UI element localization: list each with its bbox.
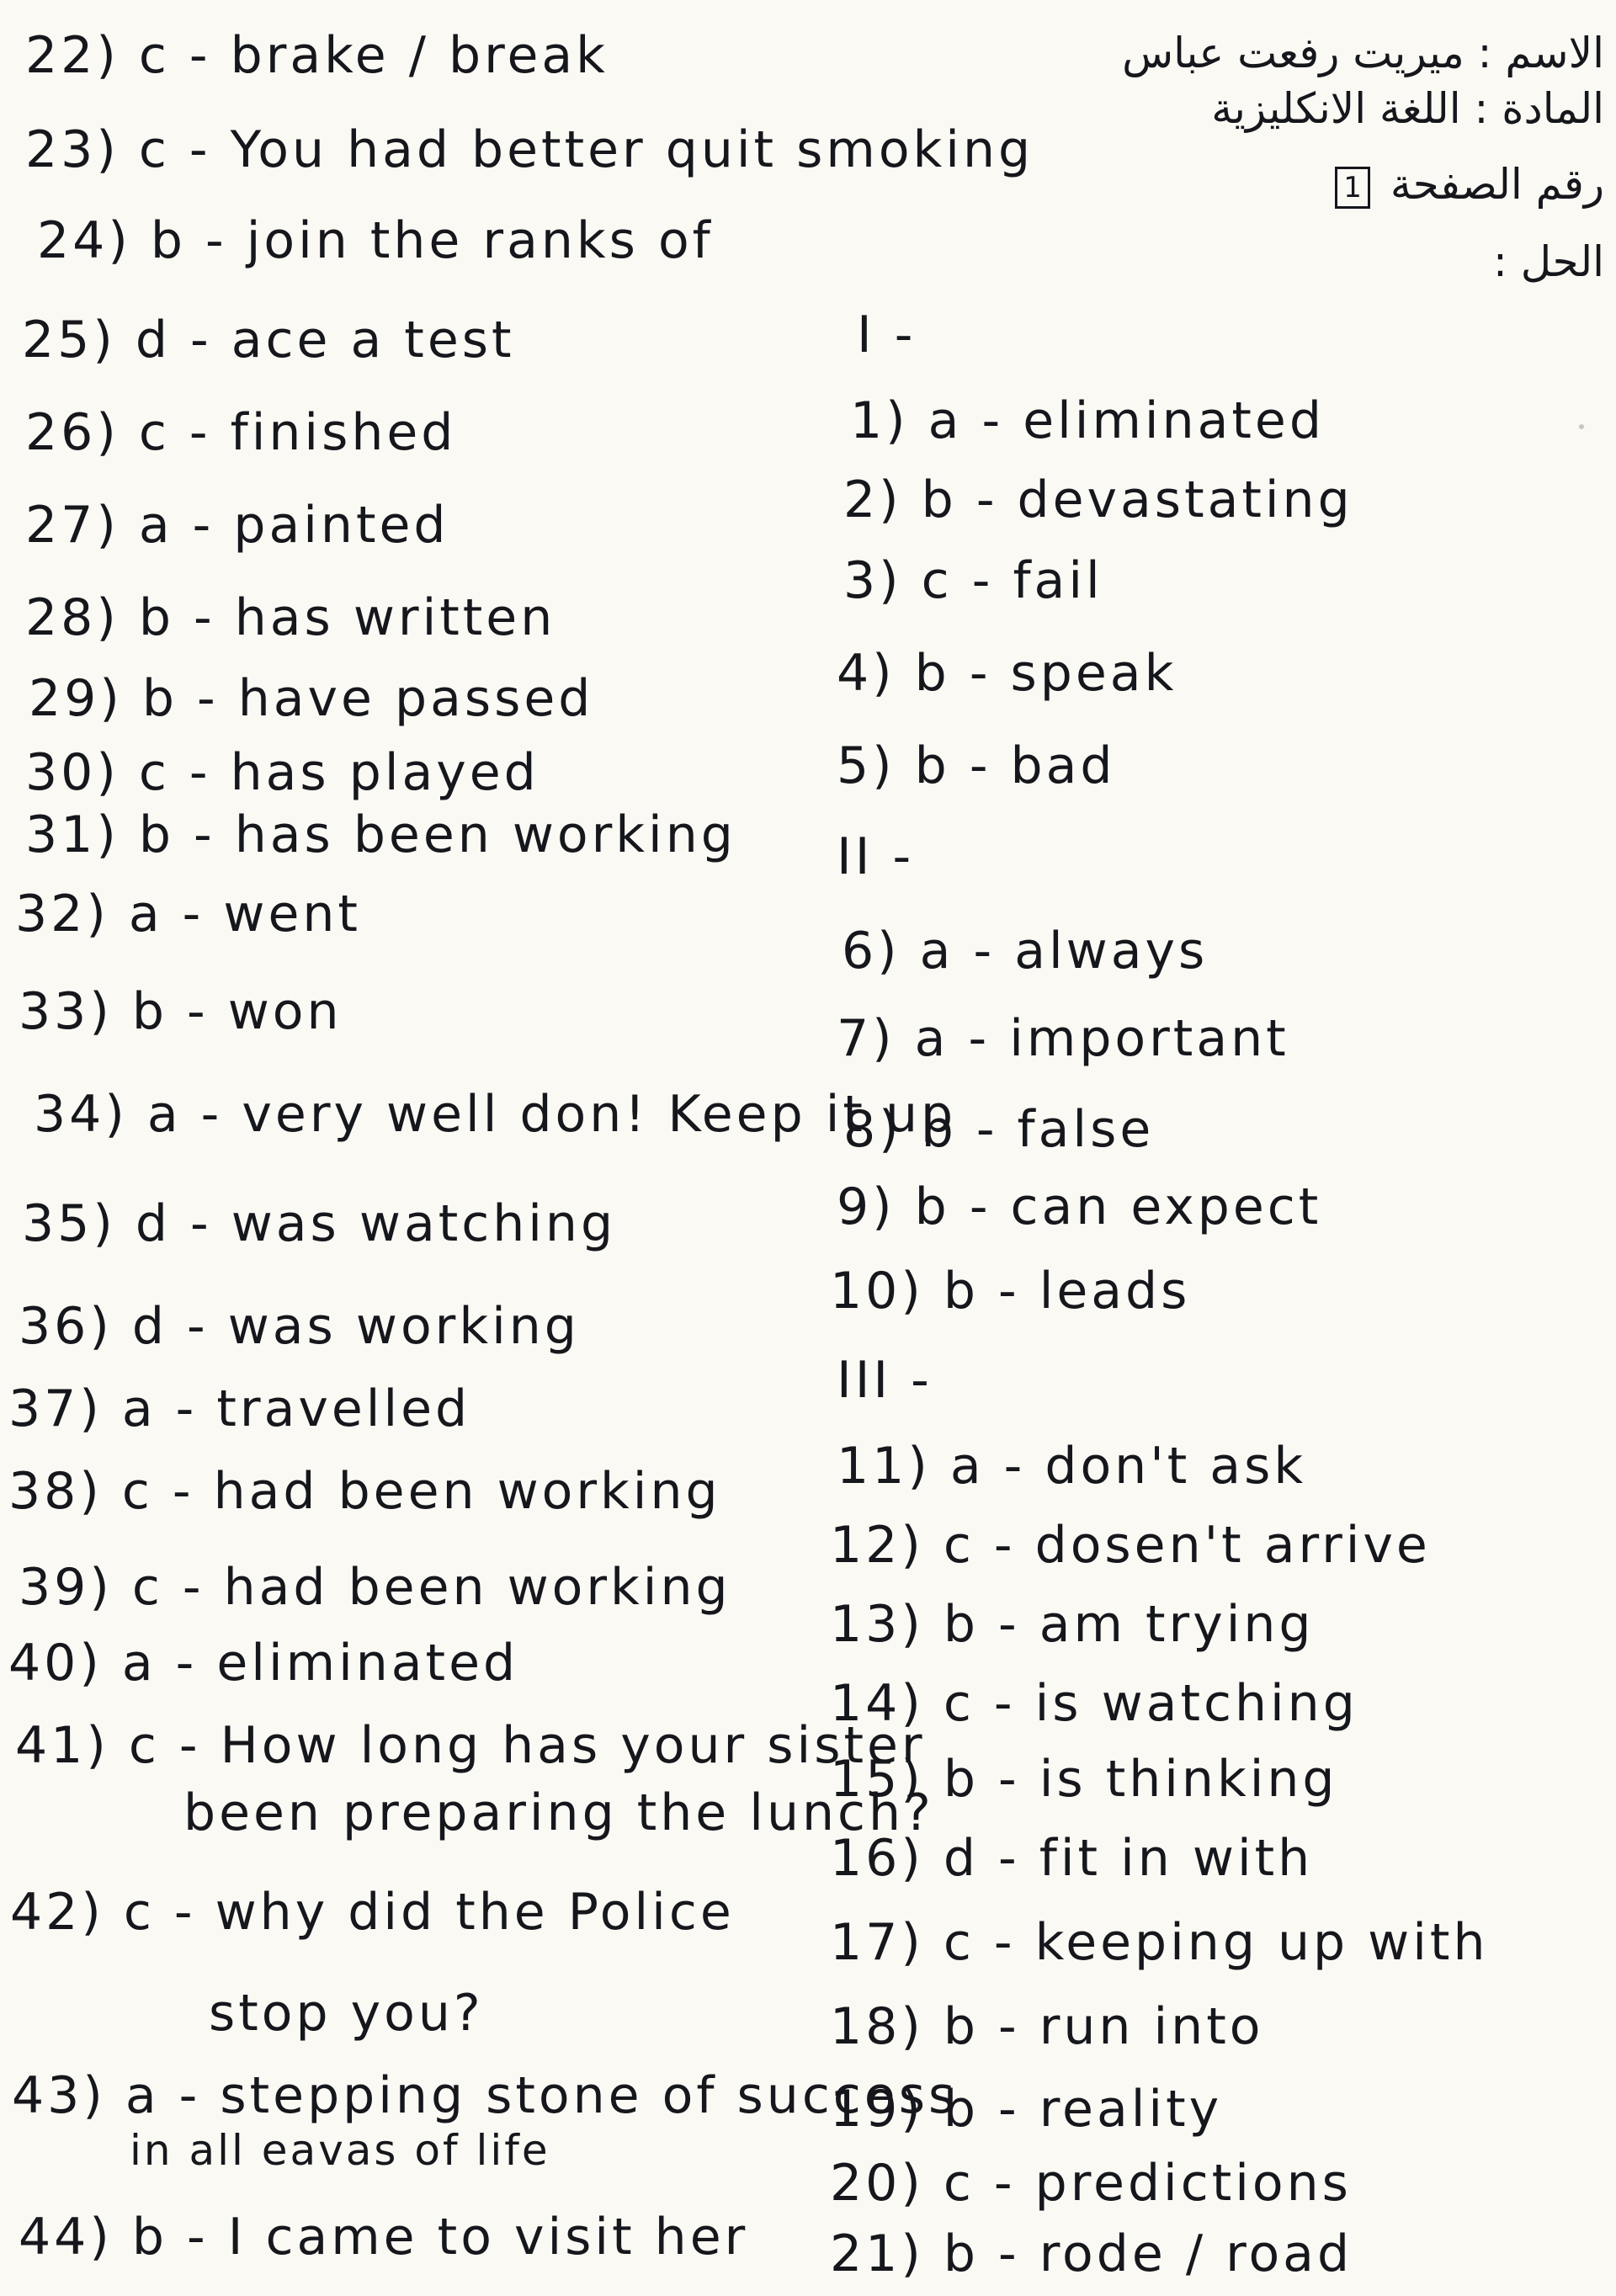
answer-line: 27) a - painted [25,496,449,555]
answer-line: 24) b - join the ranks of [37,211,714,270]
answer-line: 30) c - has played [25,743,540,802]
answer-line: 3) c - fail [843,551,1103,610]
answer-line: 8) b - false [843,1100,1155,1159]
answer-line: in all eavas of life [130,2126,550,2175]
answer-line: 43) a - stepping stone of success [12,2066,959,2125]
answer-line: 11) a - don't ask [837,1437,1307,1496]
subject-line: المادة : اللغة الانكليزية [1211,84,1604,133]
paper-speck [1579,424,1584,429]
section-heading: III - [837,1351,933,1410]
answer-line: 40) a - eliminated [8,1634,519,1693]
answer-line: 10) b - leads [830,1262,1191,1321]
answer-line: 18) b - run into [830,1997,1264,2056]
answer-line: 22) c - brake / break [25,26,609,85]
answer-line: 12) c - dosen't arrive [830,1516,1431,1575]
answer-line: been preparing the lunch? [183,1783,934,1842]
answer-line: 16) d - fit in with [830,1829,1314,1888]
answer-line: 44) b - I came to visit her [19,2208,749,2267]
answer-line: 2) b - devastating [843,470,1353,529]
answer-line: 31) b - has been working [25,805,736,864]
answer-line: 5) b - bad [837,736,1116,795]
answer-line: 13) b - am trying [830,1595,1315,1654]
answer-line: 6) a - always [842,922,1209,981]
page-number-box: 1 [1335,167,1370,209]
answer-line: 20) c - predictions [830,2154,1352,2213]
answer-line: 4) b - speak [837,644,1177,703]
answer-line: 7) a - important [837,1009,1289,1068]
page-label-text: رقم الصفحة [1390,160,1604,209]
section-heading: I - [857,306,917,364]
section-heading: II - [837,827,915,886]
solution-label: الحل : [1492,237,1604,286]
answer-line: 34) a - very well don! Keep it up [34,1085,957,1144]
answer-line: 25) d - ace a test [22,311,515,369]
answer-line: 1) a - eliminated [850,391,1325,450]
answer-line: 42) c - why did the Police [10,1883,735,1942]
answer-line: 28) b - has written [25,588,556,647]
answer-line: 36) d - was working [19,1297,580,1356]
answer-line: 33) b - won [19,982,343,1041]
answer-line: 9) b - can expect [837,1177,1322,1236]
answer-line: 35) d - was watching [22,1194,617,1253]
answer-line: 21) b - rode / road [830,2224,1353,2283]
answer-line: 17) c - keeping up with [830,1913,1489,1972]
answer-line: stop you? [209,1984,484,2043]
student-name: الاسم : ميريت رفعت عباس [1122,29,1604,77]
answer-line: 29) b - have passed [29,669,594,728]
answer-line: 38) c - had been working [8,1462,721,1521]
answer-line: 23) c - You had better quit smoking [25,120,1034,179]
answer-line: 41) c - How long has your sister [15,1716,926,1775]
answer-line: 26) c - finished [25,403,457,462]
answer-line: 32) a - went [15,885,361,943]
answer-line: 39) c - had been working [19,1558,731,1617]
page-number-label [1268,160,1604,209]
answer-line: 14) c - is watching [830,1674,1358,1733]
answer-line: 19) b - reality [830,2080,1223,2139]
answer-line: 37) a - travelled [8,1379,471,1438]
answer-line: 15) b - is thinking [830,1750,1338,1809]
